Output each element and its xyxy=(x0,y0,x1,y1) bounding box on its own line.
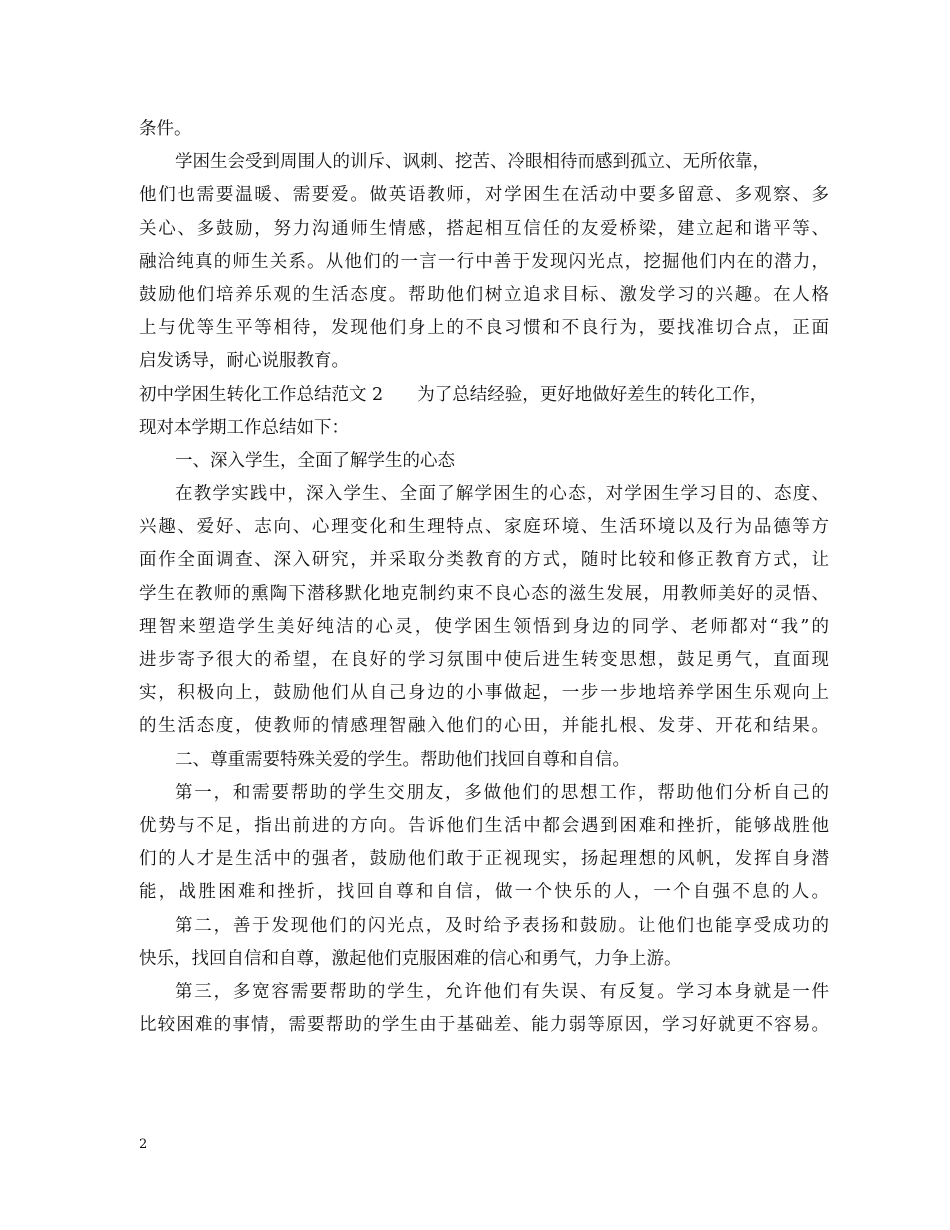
text-line: 启发诱导，耐心说服教育。 xyxy=(139,351,349,372)
text-line: 面作全面调查、深入研究，并采取分类教育的方式，随时比较和修正教育方式，让 xyxy=(139,550,829,571)
text-line: 为了总结经验，更好地做好差生的转化工作， xyxy=(417,384,768,405)
text-line: 鼓励他们培养乐观的生活态度。帮助他们树立追求目标、激发学习的兴趣。在人格 xyxy=(139,284,829,305)
text-line: 条件。 xyxy=(139,119,192,139)
text-line: 比较困难的事情，需要帮助的学生由于基础差、能力弱等原因，学习好就更不容易。 xyxy=(139,1015,829,1036)
text-line: 融洽纯真的师生关系。从他们的一言一行中善于发现闪光点，挖掘他们内在的潜力， xyxy=(139,251,829,272)
text-line: 现对本学期工作总结如下： xyxy=(139,417,349,438)
article-title: 初中学困生转化工作总结范文 2 xyxy=(139,384,384,405)
section-heading-line xyxy=(139,379,829,412)
text-line: 兴趣、爱好、志向、心理变化和生理特点、家庭环境、生活环境以及行为品德等方 xyxy=(139,517,829,538)
text-line: 在教学实践中，深入学生、全面了解学困生的心态，对学困生学习目的、态度、 xyxy=(175,484,829,505)
body-text xyxy=(139,113,829,1042)
text-line: 进步寄予很大的希望，在良好的学习氛围中使后进生转变思想，鼓足勇气，直面现 xyxy=(139,650,829,670)
text-line: 上与优等生平等相待，发现他们身上的不良习惯和不良行为，要找准切合点，正面 xyxy=(139,318,829,339)
text-line: 能，战胜困难和挫折，找回自尊和自信，做一个快乐的人，一个自强不息的人。 xyxy=(139,882,829,903)
text-line: 第三，多宽容需要帮助的学生，允许他们有失误、有反复。学习本身就是一件 xyxy=(175,981,829,1002)
section-heading: 一、深入学生，全面了解学生的心态 xyxy=(175,450,455,471)
text-line: 学生在教师的熏陶下潜移默化地克制约束不良心态的滋生发展，用教师美好的灵悟、 xyxy=(139,583,829,604)
text-line: 关心、多鼓励，努力沟通师生情感，搭起相互信任的友爱桥梁，建立起和谐平等、 xyxy=(139,218,829,239)
text-line: 他们也需要温暖、需要爱。做英语教师，对学困生在活动中要多留意、多观察、多 xyxy=(139,185,829,206)
text-line: 理智来塑造学生美好纯洁的心灵，使学困生领悟到身边的同学、老师都对“我”的 xyxy=(139,616,829,637)
text-line: 们的人才是生活中的强者，鼓励他们敢于正视现实，扬起理想的风帆，发挥自身潜 xyxy=(139,849,829,870)
text-line: 的生活态度，使教师的情感理智融入他们的心田，并能扎根、发芽、开花和结果。 xyxy=(139,716,829,737)
text-line: 第二，善于发现他们的闪光点，及时给予表扬和鼓励。让他们也能享受成功的 xyxy=(175,915,829,936)
text-line: 学困生会受到周围人的训斥、讽刺、挖苦、冷眼相待而感到孤立、无所依靠， xyxy=(175,152,770,173)
page-number: 2 xyxy=(139,1137,148,1152)
text-line: 快乐，找回自信和自尊，激起他们克服困难的信心和勇气，力争上游。 xyxy=(139,948,682,969)
section-heading: 二、尊重需要特殊关爱的学生。帮助他们找回自尊和自信。 xyxy=(175,749,630,770)
text-line: 第一，和需要帮助的学生交朋友，多做他们的思想工作，帮助他们分析自己的 xyxy=(175,782,829,803)
text-line: 实，积极向上，鼓励他们从自己身边的小事做起，一步一步地培养学困生乐观向上 xyxy=(139,683,829,704)
text-line: 优势与不足，指出前进的方向。告诉他们生活中都会遇到困难和挫折，能够战胜他 xyxy=(139,815,829,836)
